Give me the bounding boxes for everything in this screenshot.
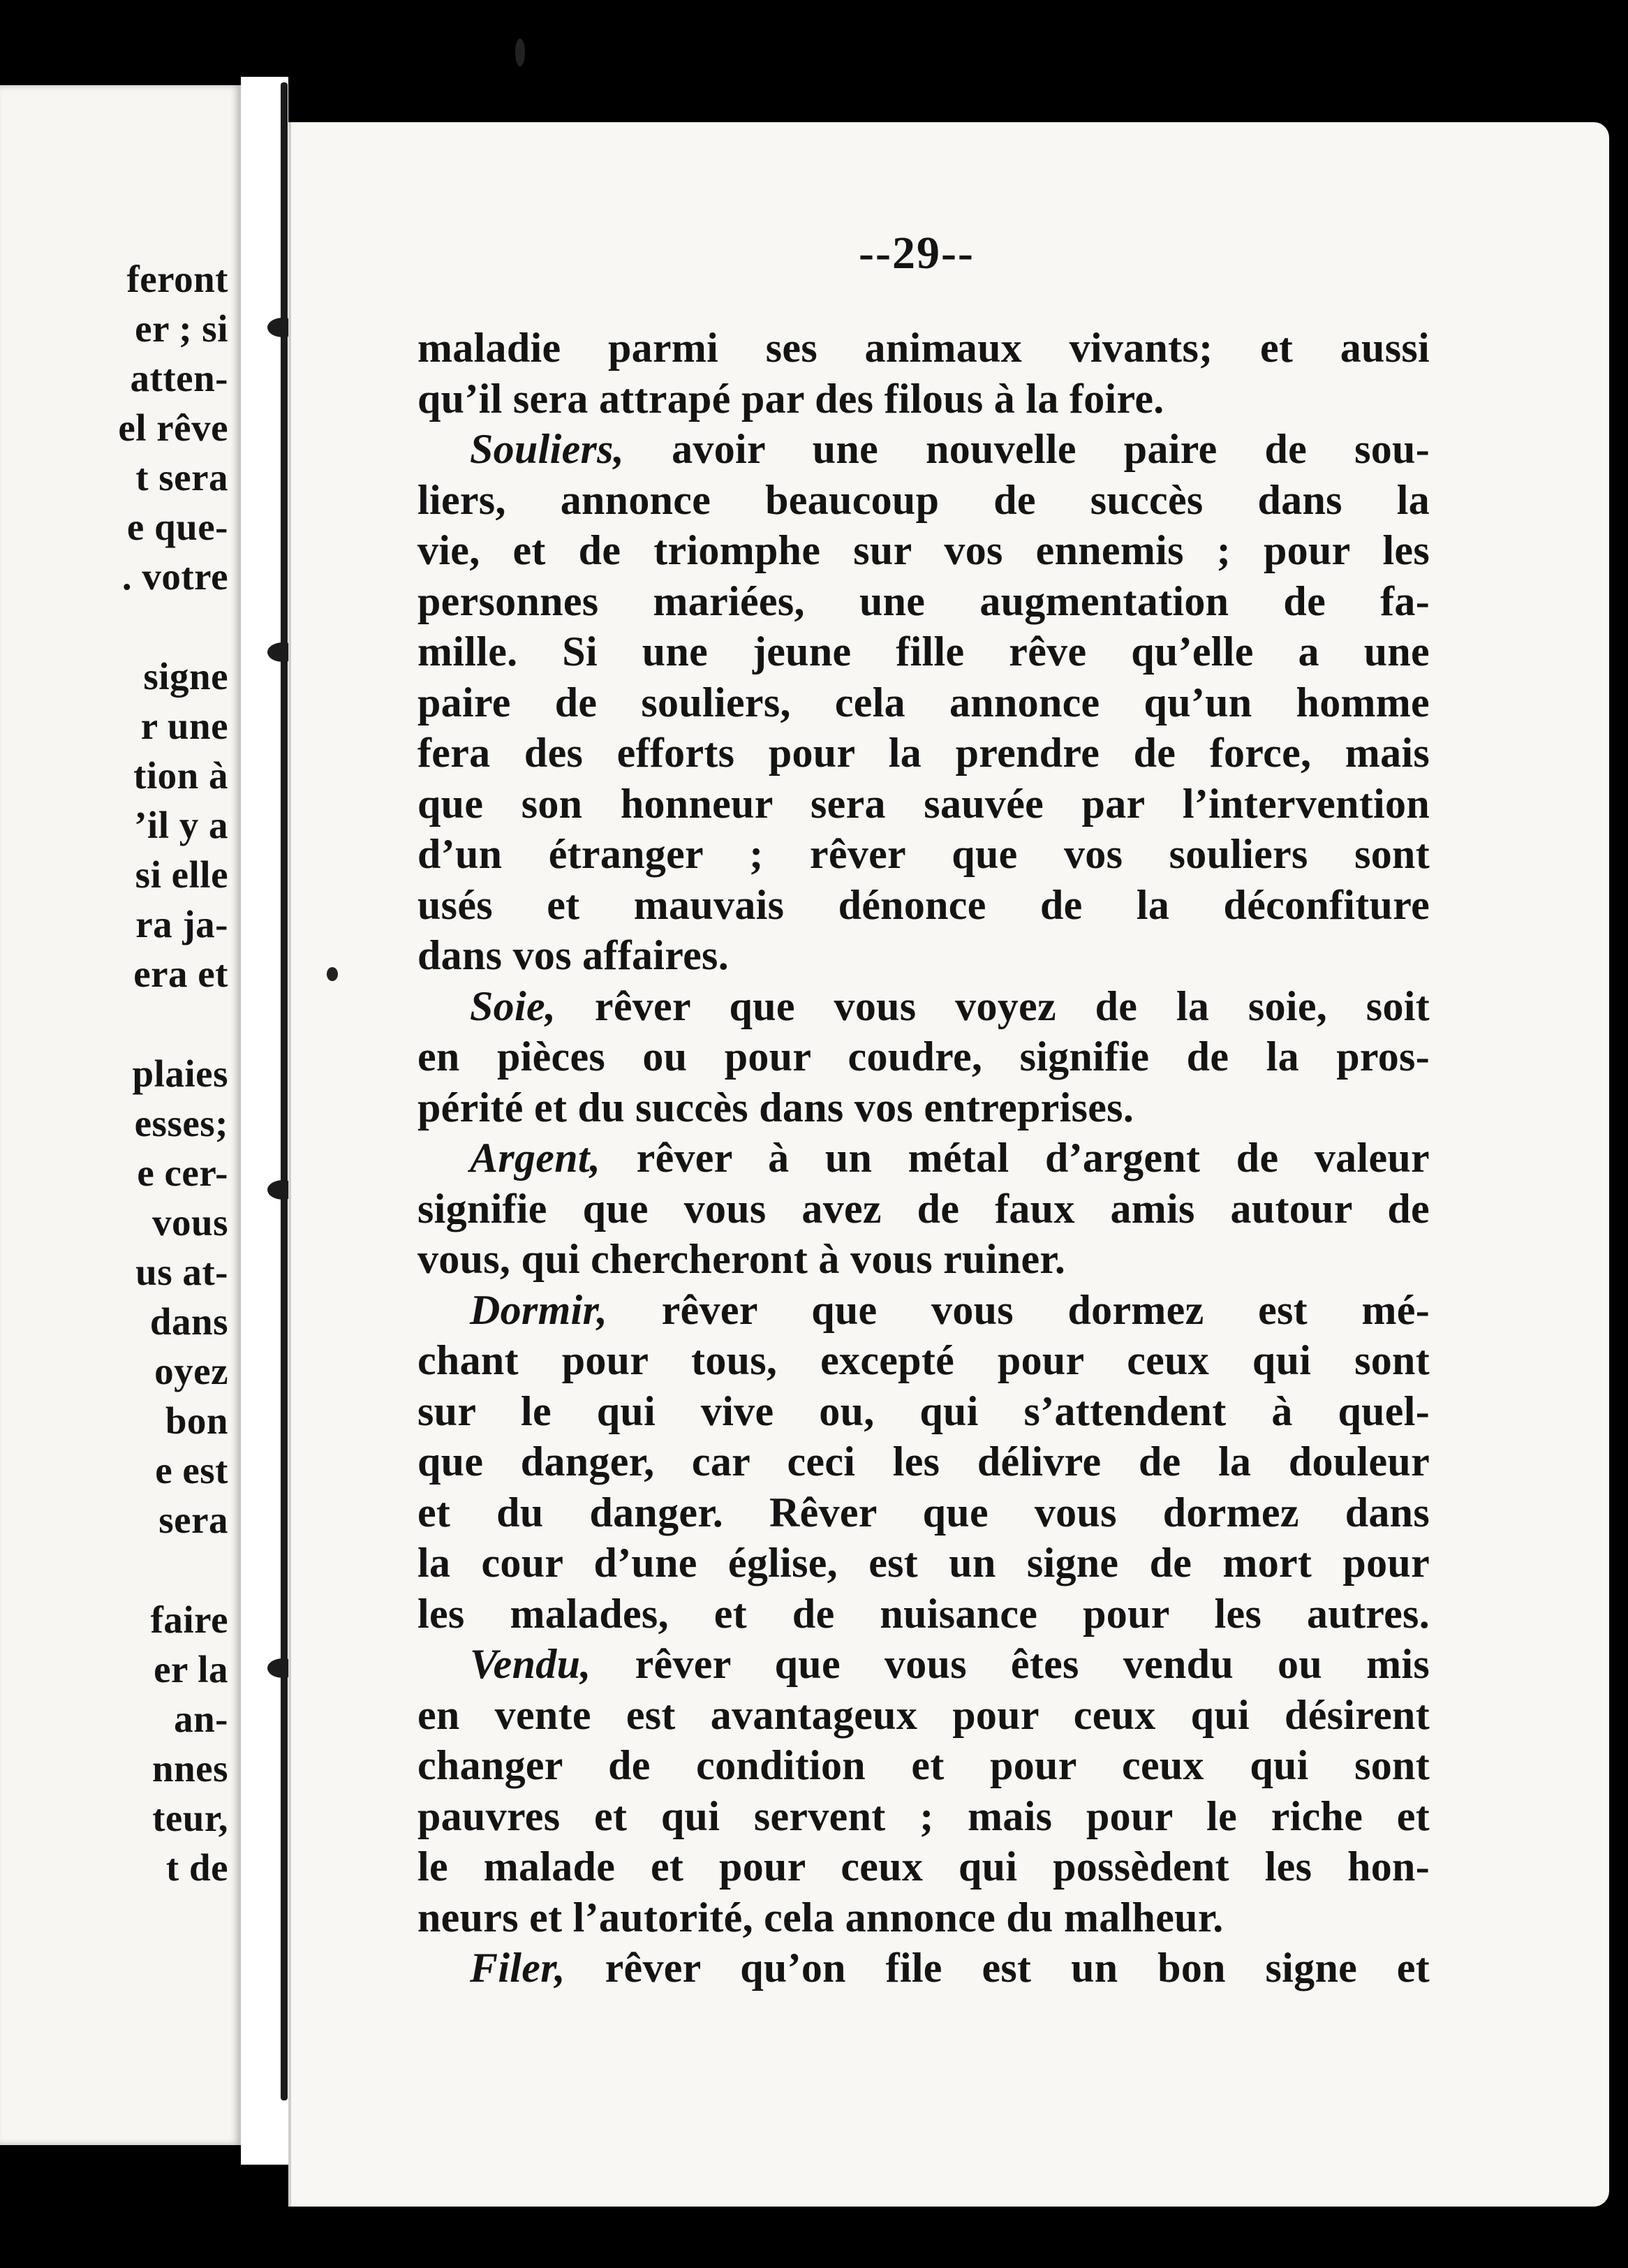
line-text: et du danger. Rêver que vous dormez dans	[417, 1489, 1430, 1536]
line-text: maladie parmi ses animaux vivants; et aussi	[417, 325, 1430, 371]
text-line	[417, 424, 1430, 475]
previous-page-line: si elle	[135, 853, 228, 896]
previous-page-text	[0, 254, 228, 1892]
text-line	[417, 930, 1430, 981]
previous-page-line: oyez	[154, 1350, 228, 1392]
line-text: avoir une nouvelle paire de sou-	[624, 426, 1430, 472]
text-line	[417, 1335, 1430, 1386]
previous-page-line: sera	[158, 1498, 228, 1541]
line-text: rêver que vous voyez de la soie, soit	[556, 982, 1430, 1029]
text-line	[417, 728, 1430, 779]
previous-page-line: feront	[126, 258, 228, 300]
previous-page-line: teur,	[152, 1797, 228, 1839]
text-line	[417, 1690, 1430, 1741]
line-text: rêver que vous êtes vendu ou mis	[591, 1641, 1430, 1687]
previous-page	[0, 85, 241, 2145]
text-line	[417, 1892, 1430, 1943]
previous-page-line: dans	[149, 1300, 228, 1343]
previous-page-line: e cer-	[137, 1151, 228, 1194]
line-text: vous, qui chercheront à vous ruiner.	[417, 1236, 1066, 1282]
text-line	[417, 1133, 1430, 1184]
previous-page-line: us at-	[135, 1251, 228, 1293]
previous-page-line: e que-	[126, 506, 228, 548]
text-line	[417, 576, 1430, 627]
text-line	[417, 677, 1430, 728]
line-text: d’un étranger ; rêver que vos souliers sont	[417, 831, 1430, 877]
previous-page-line: e est	[155, 1449, 228, 1492]
line-text: pauvres et qui servent ; mais pour le riche et	[417, 1792, 1430, 1839]
line-text: signifie que vous avez de faux amis autour de	[417, 1185, 1430, 1232]
entry-keyword: Argent,	[470, 1135, 601, 1181]
line-text: la cour d’une église, est un signe de mort pour	[417, 1540, 1430, 1586]
line-text: que son honneur sera sauvée par l’intervention	[417, 780, 1430, 827]
text-line	[417, 981, 1430, 1032]
page-number: --29--	[859, 228, 975, 279]
line-text: sur le qui vive ou, qui s’attendent à quel-	[417, 1387, 1430, 1434]
previous-page-line: vous	[152, 1201, 228, 1244]
previous-page-line: nnes	[152, 1747, 228, 1790]
line-text: liers, annonce beaucoup de succès dans la	[417, 476, 1430, 523]
previous-page-line: bon	[165, 1399, 228, 1442]
line-text: chant pour tous, excepté pour ceux qui sont	[417, 1337, 1430, 1383]
text-line	[417, 1639, 1430, 1690]
text-line	[417, 1740, 1430, 1791]
previous-page-line: faire	[150, 1598, 228, 1641]
previous-page-line: an-	[174, 1698, 228, 1740]
text-line	[417, 1184, 1430, 1235]
line-text: rêver à un métal d’argent de valeur	[600, 1135, 1430, 1181]
text-line	[417, 1538, 1430, 1589]
previous-page-line: er la	[154, 1648, 228, 1691]
previous-page-line	[0, 1545, 228, 1595]
text-line	[417, 829, 1430, 880]
text-line	[417, 1386, 1430, 1437]
ink-speck	[515, 38, 525, 66]
text-line	[417, 323, 1430, 374]
previous-page-line: signe	[143, 655, 228, 698]
text-line	[417, 1841, 1430, 1892]
text-line	[417, 374, 1430, 425]
previous-page-line: ra ja-	[135, 903, 228, 945]
text-line	[417, 475, 1430, 526]
text-line	[417, 1487, 1430, 1538]
text-line	[417, 1436, 1430, 1487]
line-text: les malades, et de nuisance pour les autres.	[417, 1590, 1430, 1637]
line-text: que danger, car ceci les délivre de la douleur	[417, 1438, 1430, 1485]
line-text: dans vos affaires.	[417, 932, 729, 978]
line-text: personnes mariées, une augmentation de fa-	[417, 577, 1430, 624]
previous-page-line: esses;	[134, 1102, 228, 1144]
line-text: neurs et l’autorité, cela annonce du malheur.	[417, 1894, 1224, 1941]
previous-page-line: . votre	[121, 555, 228, 598]
text-line	[417, 1234, 1430, 1285]
line-text: en vente est avantageux pour ceux qui désirent	[417, 1691, 1430, 1738]
entry-keyword: Vendu,	[470, 1641, 591, 1687]
text-line	[417, 880, 1430, 931]
text-line	[417, 1943, 1430, 1994]
text-line	[417, 626, 1430, 677]
line-text: en pièces ou pour coudre, signifie de la pros-	[417, 1033, 1430, 1080]
entry-keyword: Filer,	[470, 1945, 565, 1991]
line-text: le malade et pour ceux qui possèdent les hon-	[417, 1843, 1430, 1890]
line-text: périté et du succès dans vos entreprises.	[417, 1084, 1134, 1131]
line-text: changer de condition et pour ceux qui sont	[417, 1742, 1430, 1788]
line-text: usés et mauvais dénonce de la déconfiture	[417, 881, 1430, 928]
entry-keyword: Souliers,	[470, 426, 625, 472]
previous-page-line: plaies	[132, 1052, 228, 1095]
text-line	[417, 1082, 1430, 1133]
page-body-text	[417, 323, 1430, 1994]
text-line	[417, 525, 1430, 576]
text-line	[417, 1589, 1430, 1640]
previous-page-line: el rêve	[118, 406, 228, 449]
entry-keyword: Dormir,	[470, 1286, 608, 1333]
previous-page-line: r une	[140, 705, 228, 747]
text-line	[417, 779, 1430, 830]
text-line	[417, 1031, 1430, 1082]
line-text: vie, et de triomphe sur vos ennemis ; pour les	[417, 527, 1430, 573]
entry-keyword: Soie,	[470, 982, 556, 1029]
previous-page-line: t de	[165, 1846, 228, 1889]
ink-speck	[327, 967, 338, 981]
previous-page-line	[0, 999, 228, 1049]
previous-page-line: era et	[133, 952, 228, 995]
previous-page-line: t sera	[135, 456, 228, 499]
previous-page-line: tion à	[133, 754, 228, 797]
line-text: rêver qu’on file est un bon signe et	[565, 1945, 1430, 1991]
line-text: paire de souliers, cela annonce qu’un homme	[417, 679, 1430, 726]
line-text: qu’il sera attrapé par des filous à la foire.	[417, 375, 1164, 422]
text-line	[417, 1791, 1430, 1842]
previous-page-line: atten-	[130, 357, 228, 399]
previous-page-line: er ; si	[135, 307, 228, 350]
previous-page-line	[0, 601, 228, 651]
previous-page-line: ’il y a	[134, 804, 228, 846]
text-line	[417, 1285, 1430, 1336]
line-text: rêver que vous dormez est mé-	[607, 1286, 1430, 1333]
line-text: mille. Si une jeune fille rêve qu’elle a une	[417, 628, 1430, 675]
binding-thread	[281, 82, 288, 2100]
line-text: fera des efforts pour la prendre de force, mais	[417, 730, 1430, 776]
